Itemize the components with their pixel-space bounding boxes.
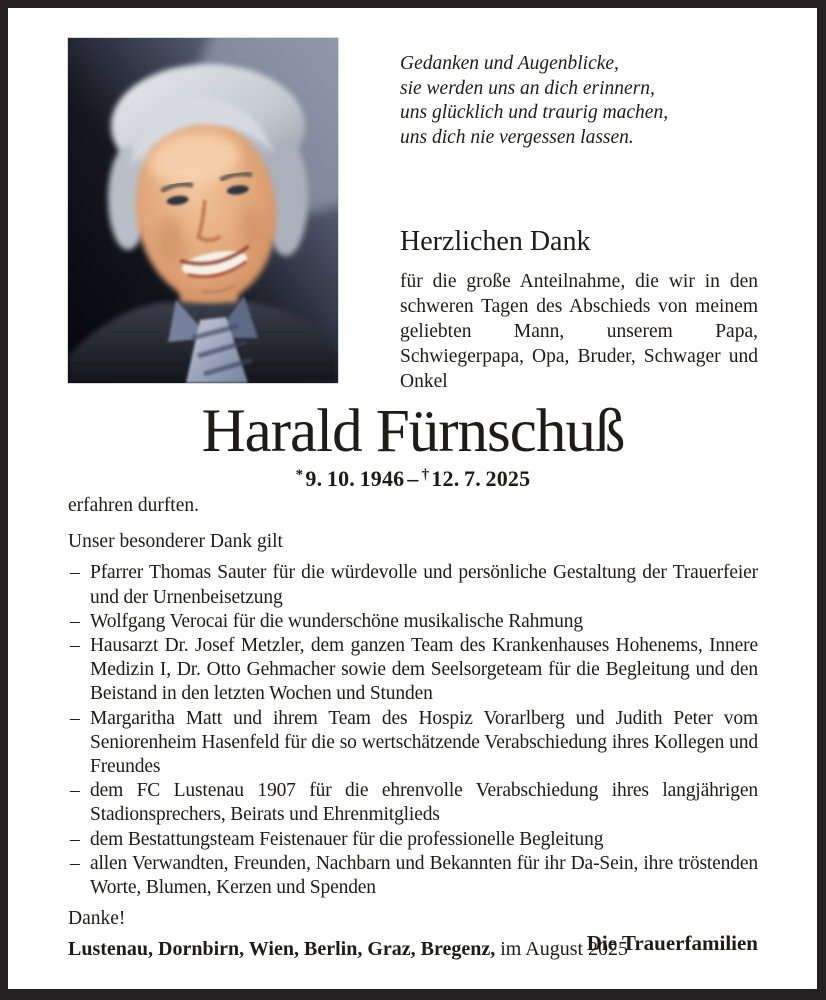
dash-bullet: – <box>70 852 80 874</box>
death-date: 12. 7. 2025 <box>431 466 531 491</box>
thanks-item-text: Margaritha Matt und ihrem Team des Hospiz Vorarlberg und Judith Peter vom Seniorenheim Hasenfeld für die so wertschätzende Verabschiedung ihres Kollegen und Freundes <box>90 707 758 778</box>
birth-symbol: * <box>295 467 304 483</box>
dash-bullet: – <box>70 780 80 802</box>
thanks-item-text: dem Bestattungsteam Feistenauer für die professionelle Begleitung <box>90 828 604 850</box>
dash-bullet: – <box>70 828 80 850</box>
thanks-intro: für die große Anteilnahme, die wir in den schweren Tagen des Abschieds von meinem geliebten Mann, unserem Papa, Schwiegerpapa, Opa, Bruder, Schwager und Onkel <box>400 271 758 392</box>
thanks-item-text: Wolfgang Verocai für die wunderschöne musikalische Rahmung <box>90 610 583 632</box>
thanks-item <box>68 828 758 852</box>
verse-line: uns glücklich und traurig machen, <box>400 102 669 123</box>
thanks-item-text: dem FC Lustenau 1907 für die ehrenvolle Verabschiedung ihres langjährigen Stadionsprechers, Beirats und Ehrenmitglieds <box>90 780 758 826</box>
thanks-item <box>68 610 758 634</box>
portrait-photo <box>68 38 338 383</box>
dash-bullet: – <box>70 610 80 632</box>
thanks-list-intro: Unser besonderer Dank gilt <box>68 531 283 553</box>
body-text <box>68 494 758 956</box>
death-symbol: † <box>421 467 430 483</box>
birth-date: 9. 10. 1946 <box>305 466 405 491</box>
thanks-title: Herzlichen Dank <box>400 226 591 257</box>
dash-bullet: – <box>70 562 80 584</box>
thanks-item <box>68 561 758 609</box>
verse-line: uns dich nie vergessen lassen. <box>400 126 634 148</box>
verse-line: Gedanken und Augenblicke, <box>400 53 619 74</box>
footer-places: Lustenau, Dornbirn, Wien, Berlin, Graz, Bregenz, <box>68 938 496 960</box>
thanks-list <box>68 561 758 900</box>
thanks-item <box>68 707 758 780</box>
life-dates <box>8 466 818 492</box>
dates-separator: – <box>407 466 419 491</box>
footer-date: im August 2025 <box>500 938 629 960</box>
thanks-item <box>68 634 758 707</box>
footer-line <box>68 938 758 961</box>
memorial-verse <box>400 52 758 150</box>
thanks-item <box>68 779 758 827</box>
right-column <box>400 52 758 394</box>
deceased-name: Harald Fürnschuß <box>201 398 625 465</box>
verse-line: sie werden uns an dich erinnern, <box>400 77 655 99</box>
name-block <box>8 398 818 492</box>
thanks-item-text: allen Verwandten, Freunden, Nachbarn und Bekannten für ihr Da-Sein, ihre tröstenden Worte, Blumen, Kerzen und Spenden <box>90 852 758 899</box>
signature: Die Trauerfamilien <box>586 931 758 956</box>
thanks-item <box>68 852 758 900</box>
continuation-text: erfahren durften. <box>68 495 200 516</box>
thanks-item-text: Pfarrer Thomas Sauter für die würdevolle und persönliche Gestaltung der Trauerfeier und der Urnenbeisetzung <box>90 562 758 608</box>
dash-bullet: – <box>70 635 80 657</box>
closing-text: Danke! <box>68 908 126 930</box>
thanks-item-text: Hausarzt Dr. Josef Metzler, dem ganzen Team des Krankenhauses Hohenems, Innere Medizin I, Dr. Otto Gehmacher sowie dem Seelsorgeteam für die Begleitung und den Beistand in den letzten Wochen und Stunden <box>90 635 758 705</box>
dash-bullet: – <box>70 707 80 729</box>
